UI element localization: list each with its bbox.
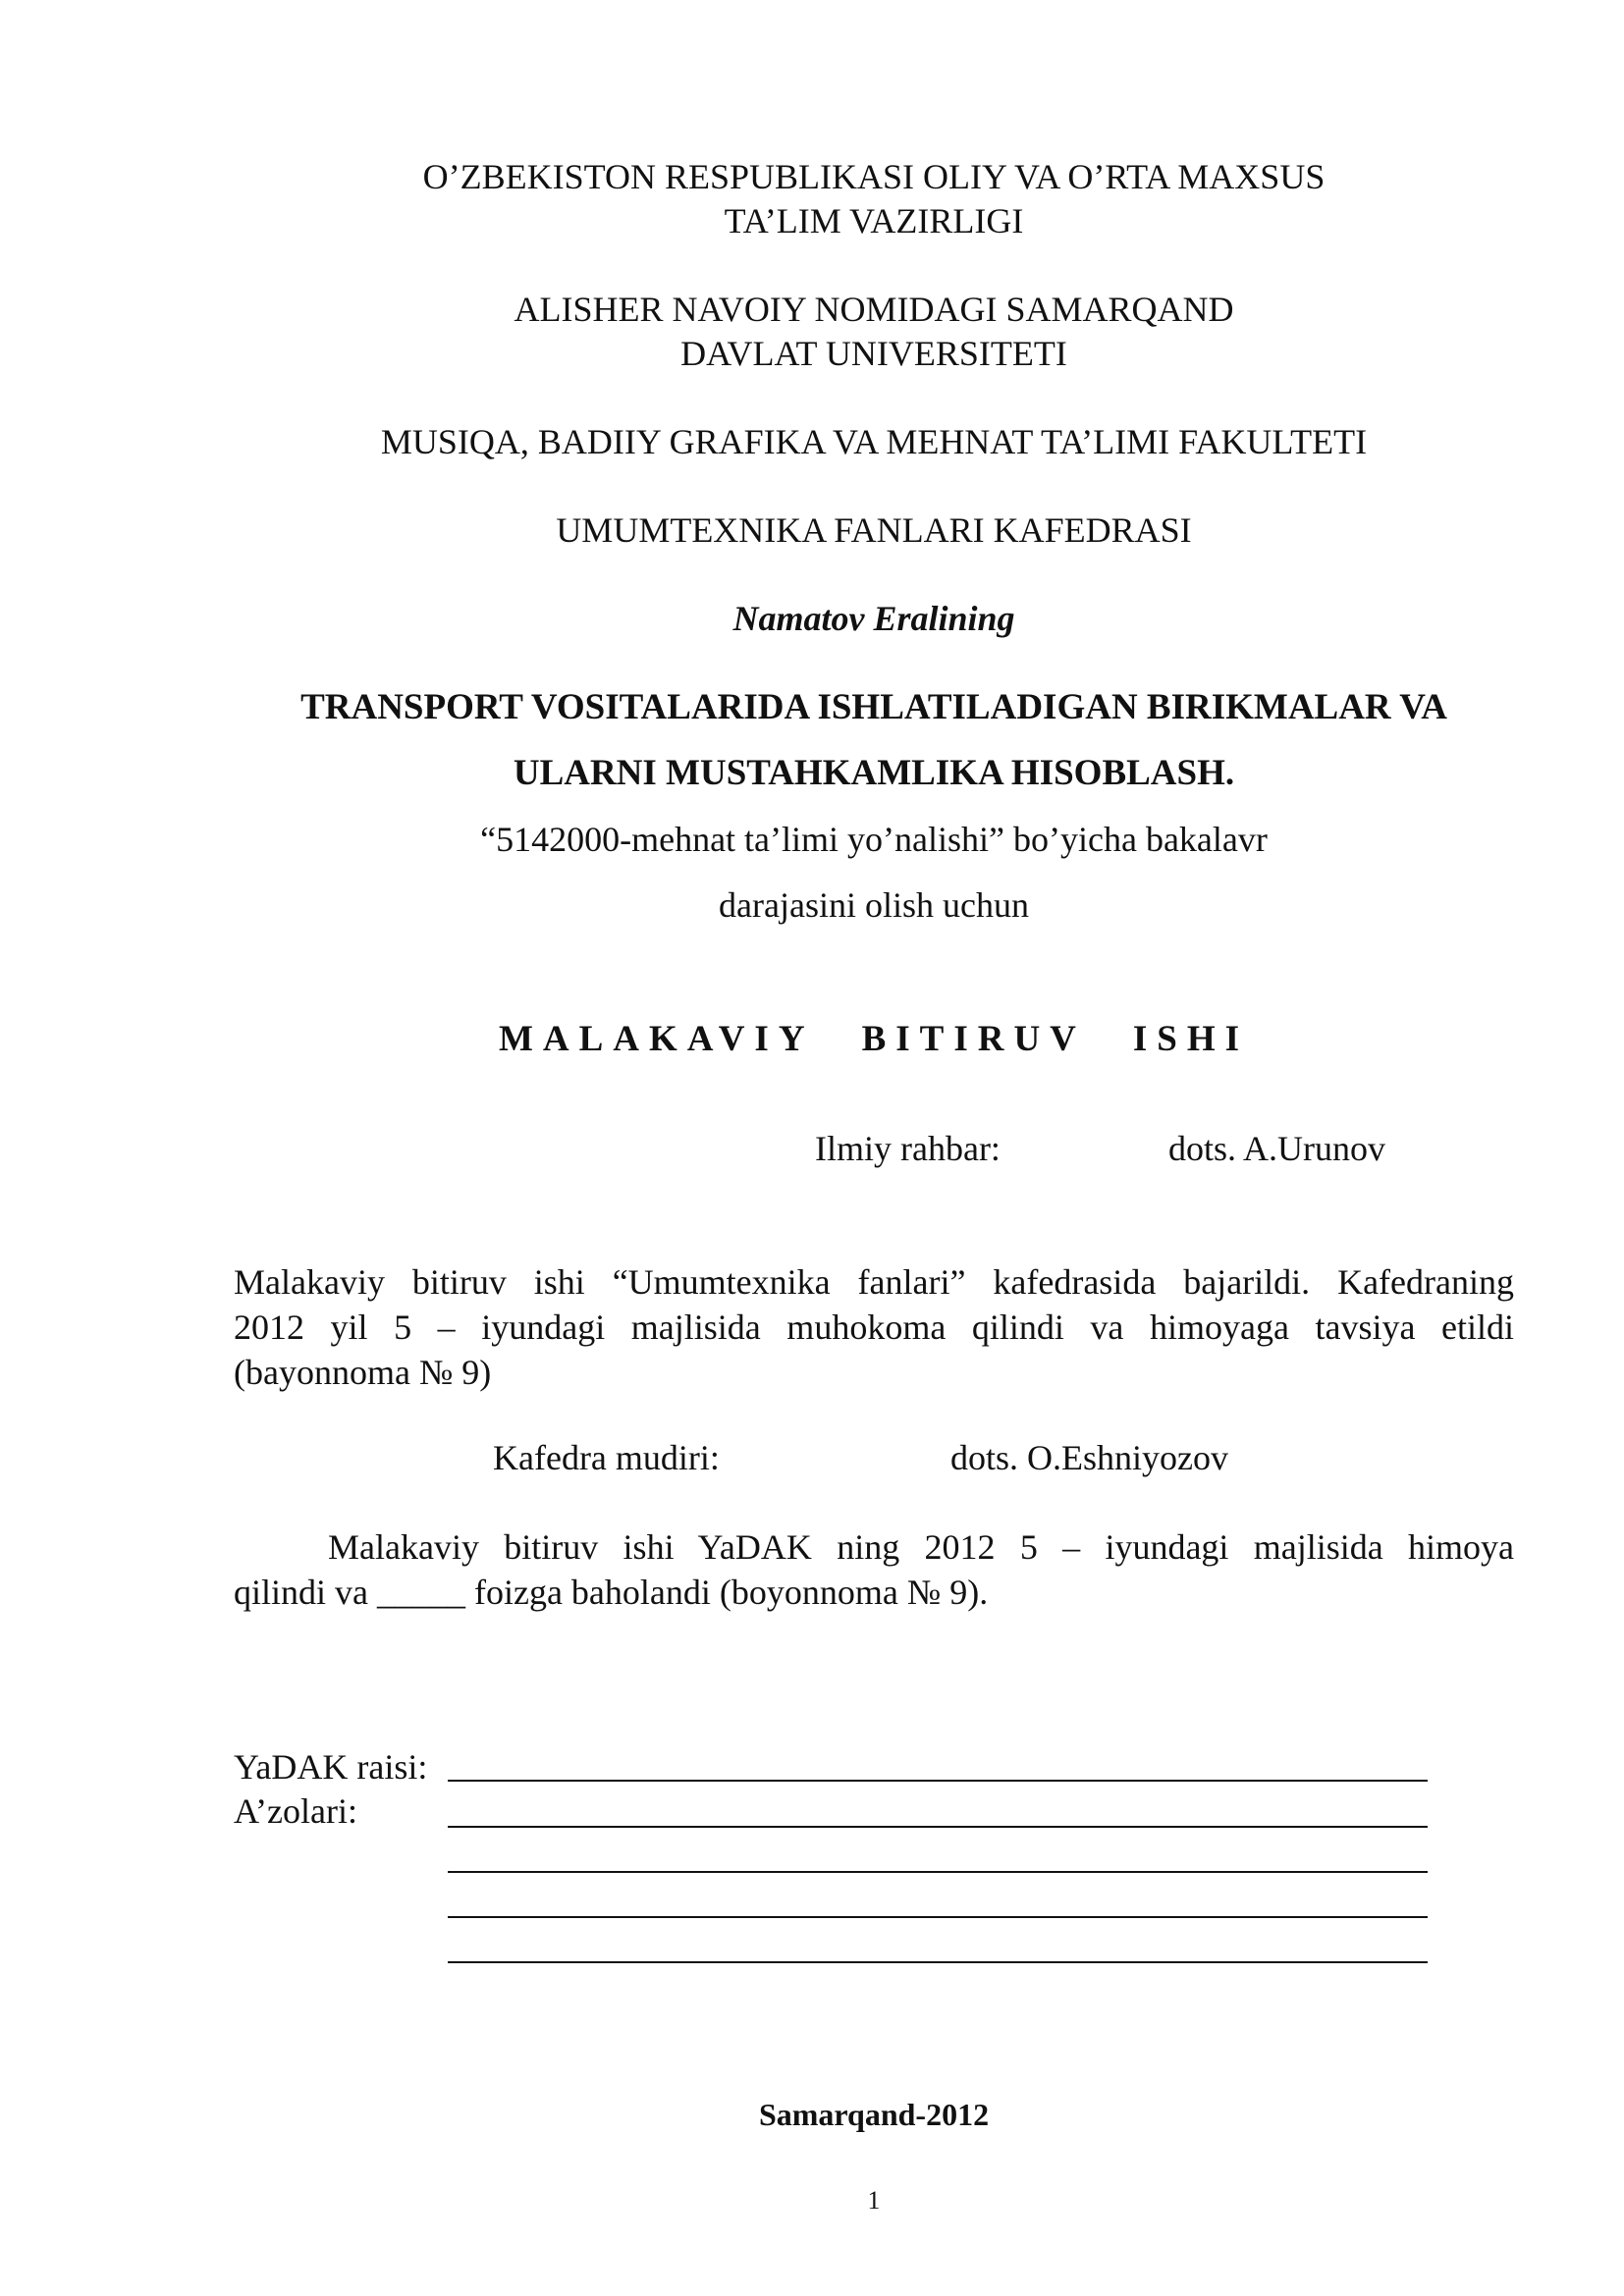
page-number: 1 xyxy=(867,2186,881,2215)
work-type-heading xyxy=(0,1017,1624,1061)
committee-members-label: A’zolari: xyxy=(234,1791,357,1831)
approval-line-2: 2012 yil 5 – iyundagi majlisida muhokoma qilindi va himoyaga tavsiya etildi xyxy=(234,1308,1514,1347)
work-type-word-2: BITIRUV xyxy=(861,1019,1086,1059)
supervisor-name: dots. A.Urunov xyxy=(1168,1129,1386,1168)
approval-line-1: Malakaviy bitiruv ishi “Umumtexnika fanlari” kafedrasida bajarildi. Kafedraning xyxy=(234,1262,1514,1302)
ministry-line-2: TA’LIM VAZIRLIGI xyxy=(724,201,1024,240)
faculty-name: MUSIQA, BADIIY GRAFIKA VA MEHNAT TA’LIMI FAKULTETI xyxy=(380,422,1368,461)
committee-member-signature-line-3 xyxy=(448,1916,1428,1918)
university-line-2: DAVLAT UNIVERSITETI xyxy=(680,334,1067,373)
thesis-title-line-1: TRANSPORT VOSITALARIDA ISHLATILADIGAN BIRIKMALAR VA xyxy=(300,687,1447,727)
author-name: Namatov Eralining xyxy=(732,599,1015,638)
degree-line-2: darajasini olish uchun xyxy=(719,885,1029,925)
committee-member-signature-line-1 xyxy=(448,1826,1428,1828)
committee-chair-label: YaDAK raisi: xyxy=(234,1747,428,1787)
approval-line-3: (bayonnoma № 9) xyxy=(234,1353,492,1392)
committee-member-signature-line-2 xyxy=(448,1871,1428,1873)
defense-line-1: Malakaviy bitiruv ishi YaDAK ning 2012 5 – iyundagi majlisida himoya xyxy=(328,1527,1514,1567)
committee-member-signature-line-4 xyxy=(448,1961,1428,1963)
degree-line-1: “5142000-mehnat ta’limi yo’nalishi” bo’yicha bakalavr xyxy=(480,820,1268,859)
head-of-department-name: dots. O.Eshniyozov xyxy=(950,1438,1228,1477)
defense-paragraph xyxy=(234,1524,1514,1615)
committee-chair-signature-line xyxy=(448,1780,1428,1782)
thesis-title-line-2: ULARNI MUSTAHKAMLIKA HISOBLASH. xyxy=(513,753,1235,793)
defense-line-2: qilindi va _____ foizga baholandi (boyonnoma № 9). xyxy=(234,1573,989,1612)
work-type-word-1: MALAKAVIY xyxy=(498,1019,815,1059)
work-type-word-3: ISHI xyxy=(1132,1019,1250,1059)
approval-paragraph xyxy=(234,1259,1514,1395)
department-name: UMUMTEXNIKA FANLARI KAFEDRASI xyxy=(556,510,1192,550)
city-year: Samarqand-2012 xyxy=(758,2097,990,2132)
ministry-line-1: O’ZBEKISTON RESPUBLIKASI OLIY VA O’RTA MAXSUS xyxy=(422,157,1326,196)
university-line-1: ALISHER NAVOIY NOMIDAGI SAMARQAND xyxy=(514,290,1234,329)
supervisor-label: Ilmiy rahbar: xyxy=(815,1129,1001,1168)
head-of-department-label: Kafedra mudiri: xyxy=(493,1438,720,1477)
